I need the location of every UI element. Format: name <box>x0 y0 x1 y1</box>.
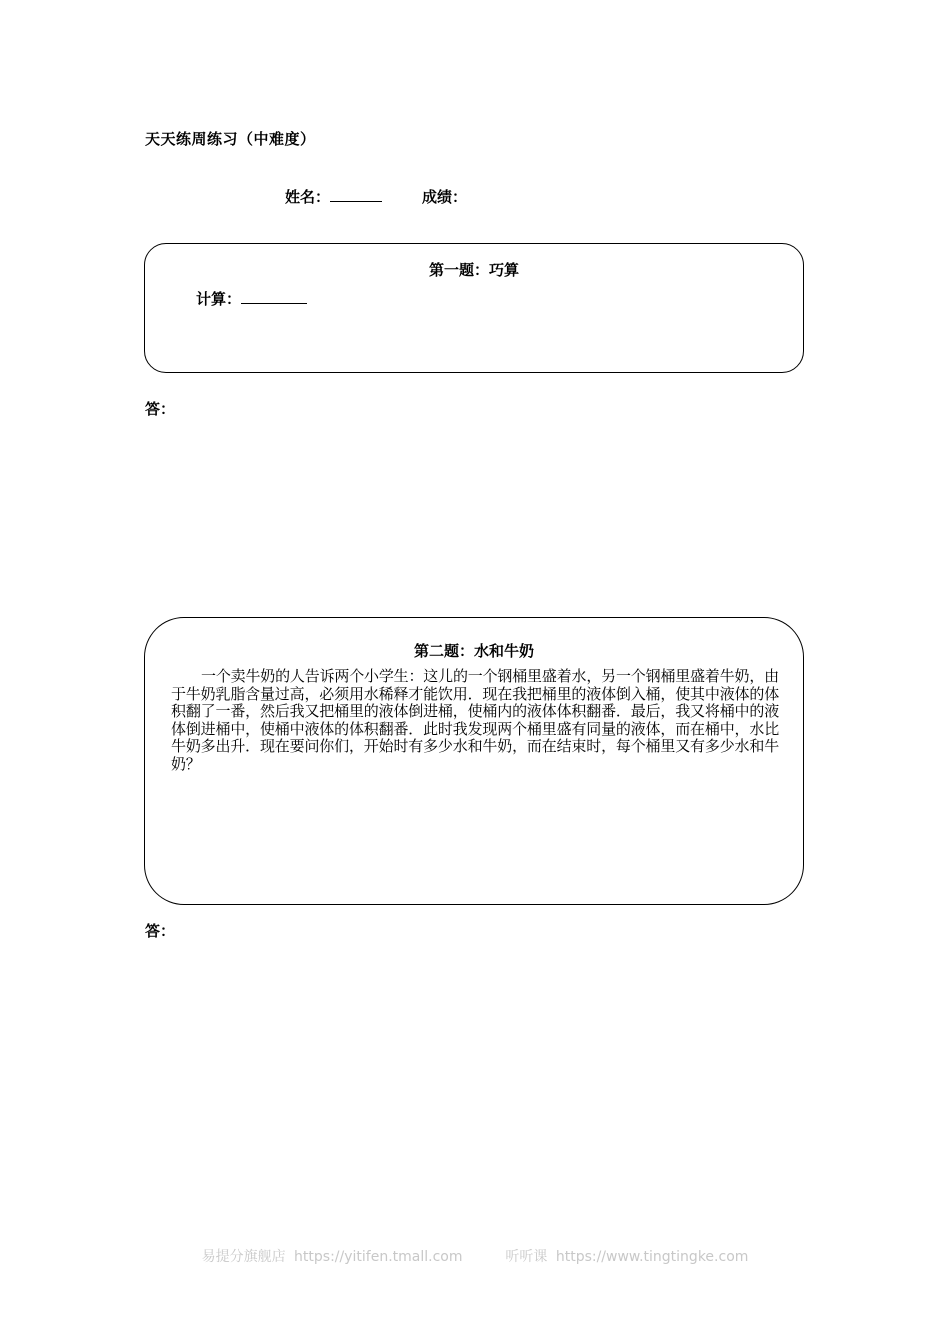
calc-line <box>196 288 307 309</box>
question-2-text: 一个卖牛奶的人告诉两个小学生：这儿的一个钢桶里盛着水，另一个钢桶里盛着牛奶，由于牛奶乳脂含量过高，必须用水稀释才能饮用．现在我把桶里的液体倒入桶，使其中液体的体积翻了一番，然后我又把桶里的液体倒进桶，使桶内的液体体积翻番．最后，我又将桶中的液体倒进桶中，使桶中液体的体积翻番．此时我发现两个桶里盛有同量的液体，而在桶中，水比牛奶多出升．现在要问你们，开始时有多少水和牛奶，而在结束时，每个桶里又有多少水和牛奶？ <box>171 667 779 773</box>
question-1-title: 第一题：巧算 <box>428 261 519 279</box>
footer <box>0 1246 950 1266</box>
calc-blank <box>241 289 307 304</box>
question-2-title: 第二题：水和牛奶 <box>413 642 534 660</box>
footer-store-label: 易提分旗舰店 <box>201 1249 286 1265</box>
score-label: 成绩： <box>422 188 468 206</box>
student-info-row <box>285 186 467 207</box>
question-1-box <box>144 243 804 373</box>
calc-label: 计算： <box>196 290 242 308</box>
footer-course-url[interactable]: https://www.tingtingke.com <box>555 1249 749 1265</box>
answer-2-label: 答： <box>145 922 176 940</box>
footer-store-url[interactable]: https://yitifen.tmall.com <box>294 1249 463 1265</box>
footer-course-label: 听听课 <box>505 1249 548 1265</box>
question-2-box <box>144 617 804 905</box>
answer-1-label: 答： <box>145 400 176 418</box>
page-title: 天天练周练习（中难度） <box>145 130 316 148</box>
name-blank <box>330 187 382 202</box>
name-label: 姓名： <box>285 188 331 206</box>
